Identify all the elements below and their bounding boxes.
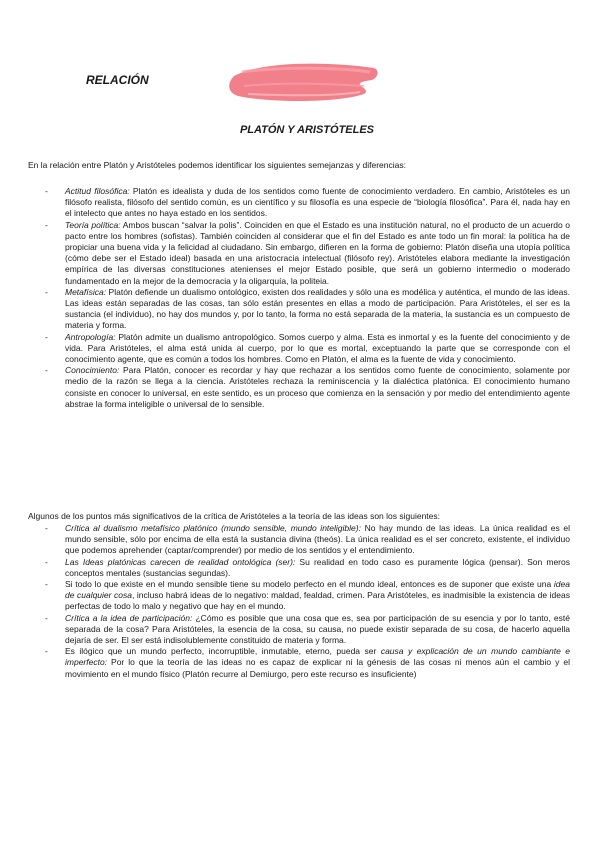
item-lead: Crítica al dualismo metafísico platónico (mundo sensible, mundo inteligible): [65,523,361,533]
list-item [0,186,600,220]
list-bullet: - [45,556,48,567]
item-pre: Es ilógico que un mundo perfecto, incorruptible, inmutable, eterno, pueda ser [65,646,381,657]
pink-brush-stroke-decoration [224,58,382,106]
item-text: Platón admite un dualismo antropológico. Somos cuerpo y alma. Esta es inmortal y es la fuente del conocimiento y de vida. Para Aristóteles, el alma está unida al cuerpo, por lo que es mortal, exceptuando la parte que se corresponde con el conocimiento agente, que es común a todos los hombres. Como en Platón, el alma es la fuente de vida y conocimiento. [65,331,570,365]
item-pre: Si todo lo que existe en el mundo sensible tiene su modelo perfecto en el mundo ideal, entonces es de suponer que existe una [65,579,554,590]
list-bullet: - [45,286,48,297]
item-lead: Las Ideas platónicas carecen de realidad ontológica (ser): [65,556,296,567]
item-text: Platón defiende un dualismo ontológico, existen dos realidades y sólo una es modélica y auténtica, el mundo de las ideas. Las ideas están separadas de las cosas, tan sólo están presentes en ellas a modo de participación. Para Aristóteles, el ser es la sustancia (el individuo), no hay dos mundos y, por lo tanto, la forma no está separada de la materia, la sustancia es un compuesto de materia y forma. [65,286,570,331]
list-item [0,365,600,410]
item-text: ¿Cómo es posible que una cosa que es, sea por participación de su esencia y por lo tanto, esté separada de la cosa? Para Aristóteles, la esencia de la cosa, su causa, no puede existir separada de su cosa, de hacerlo aquella dejaría de ser. El ser está indisolublemente constituido de materia y forma. [65,612,570,646]
item-text: No hay mundo de las ideas. La única realidad es el mundo sensible, sólo por encima de ella está la sustancia divina (theós). La única realidad es el ser concreto, existente, el individuo que podemos aprehender (captar/comprender) por medio de los sentidos y el entendimiento. [65,523,570,556]
list-bullet: - [45,219,48,230]
list-item [0,646,600,680]
list-bullet: - [45,365,48,376]
item-lead: idea de cualquier cosa [65,579,570,601]
comparison-list [0,186,600,410]
page-title-text: PLATÓN Y ARISTÓTELES [239,124,375,136]
item-text: , incluso habrá ideas de lo negativo: maldad, fealdad, crimen. Para Aristóteles, es inadmisible la existencia de ideas perfectas de todo lo malo y negativo que hay en el mundo. [65,590,570,612]
item-text: Por lo que la teoría de las ideas no es capaz de explicar ni la génesis de las cosas ni menos aún el cambio y el movimiento en el mundo físico (Platón recurre al Demiurgo, pero este recurso es insuficiente) [65,657,570,679]
list-item [0,220,600,287]
item-lead: causa y explicación de un mundo cambiante e imperfecto: [65,646,571,668]
list-bullet: - [45,646,48,657]
list-bullet: - [45,579,48,590]
list-item [0,613,600,647]
list-bullet: - [45,523,48,533]
list-bullet: - [45,331,48,342]
list-item [0,287,600,332]
critique-list [0,523,600,680]
item-lead: Actitud filosófica: [65,186,130,196]
list-bullet: - [45,612,48,623]
item-lead: Antropología: [65,331,116,342]
item-lead: Metafísica: [65,286,107,297]
relation-label: RELACIÓN [86,73,149,87]
item-lead: Teoría política: [65,219,121,230]
list-item [0,523,600,557]
list-item [0,557,600,579]
item-text: Platón es idealista y duda de los sentidos como fuente de conocimiento verdadero. En cambio, Aristóteles es un filósofo realista, filósofo del sentido común, es un científico y su filosofía es una especie de “biología filosófica”. Para él, nada hay en el intelecto que antes no haya estado en los sentidos. [65,186,570,219]
item-lead: Crítica a la idea de participación: [65,612,193,623]
item-text: Su realidad en todo caso es puramente lógica (pensar). Son meros conceptos mentales (sustancias segundas). [65,556,570,578]
list-bullet: - [45,186,48,196]
list-item [0,332,600,366]
page-title [0,124,600,136]
intro-paragraph-1: En la relación entre Platón y Aristóteles podemos identificar los siguientes semejanzas y diferencias: [28,160,406,170]
intro-paragraph-2: Algunos de los puntos más significativos de la crítica de Aristóteles a la teoría de las ideas son los siguientes: [28,511,441,521]
item-text: Ambos buscan “salvar la polis”. Coinciden en que el Estado es una institución natural, no el producto de un acuerdo o pacto entre los hombres (sofistas). También coinciden al considerar que el fin del Estado es ante todo un fin moral: la política ha de propiciar una buena vida y la felicidad al ciudadano. Sin embargo, difieren en la forma de gobierno: Platón diseña una utopía política (cómo debe ser el Estado ideal) basada en una aristocracia intelectual (filósofo rey). Aristóteles elabora mediante la investigación empírica de las diversas constituciones atenienses el mejor Estado posible, que será un gobierno intermedio o moderado fundamentado en la mejor de la democracia y la oligarquía, la politeia. [65,219,571,286]
item-lead: Conocimiento: [65,365,120,376]
list-item [0,579,600,613]
item-text: Para Platón, conocer es recordar y hay que rechazar a los sentidos como fuente de conocimiento, solamente por medio de la razón se llega a la ciencia. Aristóteles rechaza la reminiscencia y la dialéctica platónica. El conocimiento humano consiste en conocer lo universal, en este sentido, es un proceso que comienza en la sensación y por medio del entendimiento agente abstrae la forma inteligible o universal de lo sensible. [65,365,570,409]
